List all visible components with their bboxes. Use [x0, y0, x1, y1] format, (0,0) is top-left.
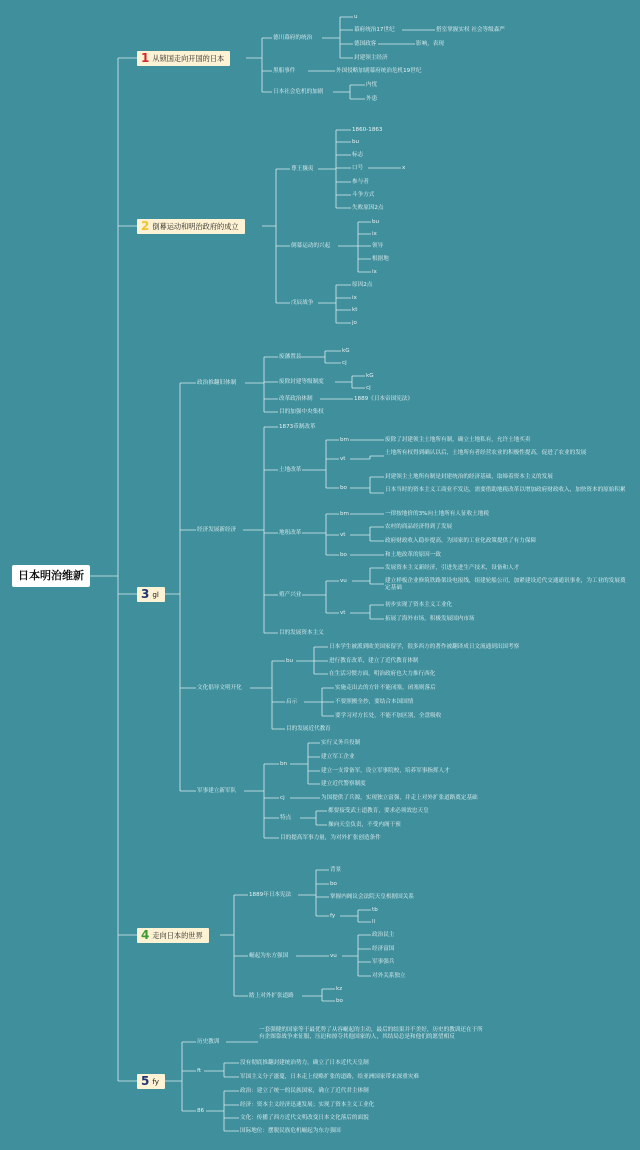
s3-node: 地租改革 — [279, 530, 302, 536]
s4-node: 军事强兵 — [372, 959, 395, 965]
s1-node: 日本社会危机的加剧 — [273, 89, 324, 95]
s4-node: 背景 — [330, 867, 342, 873]
s1-node: 黑船事件 — [273, 68, 296, 74]
s3-node: 殖产兴业 — [279, 592, 302, 598]
s1-node: 德川幕府的统治 — [273, 35, 313, 41]
s3-node: 日本当时的资本主义工商业不发达，需要借助地税改革以增加政府财政收入，加快资本的原始积累 — [385, 487, 626, 493]
s2-node: bu — [352, 139, 360, 145]
s4-node: vu — [330, 953, 337, 959]
section-5-number: 5 — [141, 1074, 150, 1088]
s1-node: 封建领主经济 — [354, 55, 388, 61]
s2-node: ix — [372, 231, 377, 237]
connector-line — [204, 1063, 239, 1077]
s5-node: 文化：传播了西方近代文明改变日本文化落后的面貌 — [240, 1115, 369, 1121]
s3-node: 废除封建等级制度 — [279, 379, 324, 385]
s4-node: ll — [372, 919, 376, 925]
s5-node: 军国主义分子滋蔓，日本走上侵略扩张的道路，给亚洲国家带来深重灾难 — [240, 1074, 420, 1080]
connector-line — [302, 581, 339, 613]
s4-node: 崛起为东方强国 — [249, 953, 289, 959]
s5-node: 政治：建立了统一的民族国家，确立了近代君主体制 — [240, 1088, 369, 1094]
connector-line — [243, 427, 278, 633]
section-3-number: 3 — [141, 587, 150, 601]
s2-node: 斗争方式 — [352, 192, 375, 198]
s3-node: 初步实现了资本主义工业化 — [385, 602, 453, 608]
connector-line — [245, 357, 278, 412]
s2-node: 尊王攘夷 — [291, 166, 314, 172]
s3-node: 和土地改革的原因一致 — [385, 552, 441, 558]
s5-node: 国际地位：摆脱民族危机崛起为东方强国 — [240, 1128, 341, 1134]
s3-node: bo — [340, 485, 347, 491]
s5-node: 没有彻底推翻封建统治势力，确立了日本近代天皇制 — [240, 1060, 369, 1066]
s1-node: u — [354, 14, 358, 20]
s3-node: 进行教育改革，建立了近代教育体制 — [329, 658, 419, 664]
s4-node: kz — [336, 986, 343, 992]
connector-line — [322, 17, 353, 58]
connector-line — [318, 130, 351, 208]
section-1-title: 从锁国走向开国的日本 — [152, 54, 225, 63]
s1-node: 德国政客 — [354, 41, 377, 47]
connector-line — [298, 870, 329, 916]
s1-node: 外患 — [366, 96, 378, 102]
s1-node: 影响，表现 — [416, 41, 444, 47]
s5-node: 经济：资本主义经济迅速发展；实现了资本主义工业化 — [240, 1102, 375, 1108]
connector-line — [338, 222, 371, 272]
s3-node: 1889《日本帝国宪法》 — [354, 396, 413, 402]
s5-node: 一套强健的国家等于最优势了从容崛起的主动，最后的结果并不美好，历史的教训还在于所有企图靠战争来征服，压迫和掠夺其他国家的人，其结局总是和他们的愿望相反 — [259, 1027, 483, 1040]
s3-node: 目的发展资本主义 — [279, 630, 324, 636]
s3-node: 都要接受武士道教育，要求必须效忠天皇 — [328, 808, 429, 814]
s1-node: 搭室掌握实权 社会等级森严 — [436, 27, 505, 33]
s2-node: 领导 — [372, 243, 384, 249]
s3-node: vt — [340, 456, 346, 462]
section-4-box — [137, 928, 209, 943]
s2-node: 1860-1863 — [352, 127, 383, 133]
s4-node: 掌握内阁议会法院天皇根据国关系 — [330, 894, 414, 900]
s3-node: cj — [280, 795, 285, 801]
s2-node: ix — [352, 295, 357, 301]
s5-node: 86 — [197, 1108, 205, 1114]
connector-line — [350, 477, 384, 493]
s3-node: 政府财政收入稳步提高，为国家的工业化政策提供了有力保障 — [385, 538, 537, 544]
connector-line — [250, 661, 285, 729]
s3-node: bm — [340, 511, 349, 517]
s2-node: 倒幕运动的兴起 — [291, 243, 331, 249]
s3-node: 启示 — [286, 699, 298, 705]
s3-node: 土地所有权得到确认以后，土地所有者经营农业的积极性提高，促进了农业的发展 — [385, 450, 587, 456]
connector-line — [300, 811, 327, 825]
section-3-box — [137, 587, 165, 602]
connector-line — [304, 688, 334, 716]
s2-node: 根据地 — [372, 256, 389, 262]
connector-line — [318, 285, 351, 323]
connector-line — [164, 1042, 196, 1111]
s3-node: bm — [340, 437, 349, 443]
s4-node: fy — [330, 913, 336, 919]
s2-node: 戊辰战争 — [291, 300, 314, 306]
s3-node: 农村的商品经济得到了发展 — [385, 524, 453, 530]
connector-line — [340, 910, 371, 922]
s3-node: 土地改革 — [279, 467, 302, 473]
s3-node: bu — [286, 658, 294, 664]
s3-node: 改革政治体制 — [279, 396, 313, 402]
s2-node: 原因2点 — [352, 282, 373, 288]
s4-node: 1889年日本宪法 — [249, 892, 292, 898]
section-5-box — [137, 1074, 165, 1089]
s3-node: 军事建立新军队 — [197, 788, 237, 794]
s3-node: 一律按地价的3%向土地所有人征收土地税 — [385, 511, 489, 517]
s3-node: 废藩置县 — [279, 354, 302, 360]
s3-node: 建立军工企业 — [321, 754, 355, 760]
connector-line — [302, 514, 339, 555]
s4-node: 踏上对外扩张道路 — [249, 993, 294, 999]
s3-node: 废除了封建领主土地所有制，确立土地私有，允许土地买卖 — [385, 437, 531, 443]
s2-node: bu — [372, 219, 380, 225]
s2-node: 标志 — [352, 152, 364, 158]
s3-node: 在生活习惯方面，明治政府也大力推行西化 — [329, 671, 436, 677]
s1-node: 外国侵略加剧幕府统治危机19世纪 — [336, 68, 422, 74]
s5-node: ft — [197, 1068, 202, 1074]
section-4-title: 走向日本的世界 — [152, 931, 203, 940]
s2-node: 参与者 — [352, 179, 369, 185]
s4-node: bo — [330, 881, 337, 887]
connector-line — [206, 1091, 239, 1131]
s3-node: 操向天皇负责，不受内阁干预 — [328, 822, 401, 828]
connector-line — [246, 38, 272, 92]
section-4-number: 4 — [141, 928, 150, 942]
connector-line — [290, 743, 320, 784]
s4-node: 政治民主 — [372, 932, 395, 938]
connector-line — [90, 58, 137, 1081]
s3-node: 建立近代警察制度 — [321, 781, 366, 787]
s3-node: 日本学生被派到欧美国家留学，很多西方的著作被翻译成日文流通到出国考察 — [329, 644, 520, 650]
section-5-title: fy — [152, 1077, 160, 1086]
s4-node: bo — [336, 998, 343, 1004]
s2-node: jo — [352, 320, 357, 326]
s3-node: vt — [340, 532, 346, 538]
s3-node: cj — [342, 360, 347, 366]
s3-node: 特点 — [280, 815, 292, 821]
s3-node: 发展资本主义新经济，引进先进生产技术，设备和人才 — [385, 565, 520, 571]
s2-node: x — [402, 165, 406, 171]
s3-node: vu — [340, 578, 347, 584]
connector-line — [301, 351, 341, 363]
s3-node: kG — [342, 348, 350, 354]
s3-node: 封建领主土地所有制是封建统治的经济基础，取缔着资本主义的发展 — [385, 474, 553, 480]
s2-node: kt — [352, 307, 358, 313]
connector-line — [262, 169, 290, 303]
connector-line — [220, 895, 248, 996]
section-2-number: 2 — [141, 219, 150, 233]
s3-node: 目的发展近代教育 — [286, 726, 331, 732]
s3-node: 目的加强中央集权 — [279, 409, 324, 415]
s3-node: 拓展了海外市场，积极发展国内市场 — [385, 616, 475, 622]
connector-line — [335, 376, 365, 388]
s4-node: 经济富国 — [372, 946, 395, 952]
connector-line — [302, 440, 339, 488]
connector-line — [296, 647, 328, 674]
section-1-box — [137, 51, 230, 66]
s3-node: 实行义务兵役制 — [321, 740, 361, 746]
s3-node: 目的提高军事力量，为对外扩张创造条件 — [280, 835, 381, 841]
s3-node: 不要照搬全抄，要结合本国国情 — [335, 699, 414, 705]
s3-node: bo — [340, 552, 347, 558]
s3-node: 文化倡导文明开化 — [197, 685, 242, 691]
connector-line — [342, 935, 371, 976]
connector-line — [350, 456, 384, 459]
s3-node: 建立一支常备军，设立军事院校，培养军事指挥人才 — [321, 768, 450, 774]
s1-node: 内忧 — [366, 82, 378, 88]
s4-node: tb — [372, 907, 378, 913]
root-node: 日本明治维新 — [12, 565, 90, 587]
connector-line — [302, 989, 335, 1001]
s3-node: kG — [366, 373, 374, 379]
s4-node: 对外关系独立 — [372, 973, 406, 979]
connector-line — [352, 568, 384, 584]
s3-node: 建立样板企业修筑铁路架设电报线，组建轮船公司，加紧建设近代交通通讯事业，为工业的发展奠定基础 — [385, 578, 626, 591]
s3-node: 经济发展新经济 — [197, 527, 237, 533]
s3-node: 政治推翻旧体制 — [197, 380, 237, 386]
connector-line — [350, 527, 384, 541]
s3-node: vt — [340, 610, 346, 616]
s2-node: 失败原因2点 — [352, 205, 384, 211]
section-2-box — [137, 219, 245, 234]
s2-node: ix — [372, 269, 377, 275]
connector-line — [350, 605, 384, 619]
s2-node: 口号 — [352, 165, 364, 171]
section-1-number: 1 — [141, 51, 150, 65]
s3-node: 为国提供了兵源，实现独立富强，并走上对外扩张道路奠定基础 — [321, 795, 478, 801]
s3-node: bn — [280, 761, 288, 767]
s3-node: cj — [366, 385, 371, 391]
connector-line — [162, 383, 196, 791]
s1-node: 幕府统治17世纪 — [354, 27, 395, 33]
s5-node: 历史教训 — [197, 1039, 220, 1045]
s3-node: 1873币制改革 — [279, 424, 316, 430]
section-2-title: 倒幕运动和明治政府的成立 — [152, 222, 239, 231]
s3-node: 实施走出去的方针不能闭塞，闭塞则落后 — [335, 685, 436, 691]
connector-line — [244, 764, 279, 838]
s3-node: 要学习对方长处，不能不加区别，全盘吸收 — [335, 713, 442, 719]
section-3-title: gl — [152, 590, 159, 599]
connector-line — [333, 85, 365, 99]
